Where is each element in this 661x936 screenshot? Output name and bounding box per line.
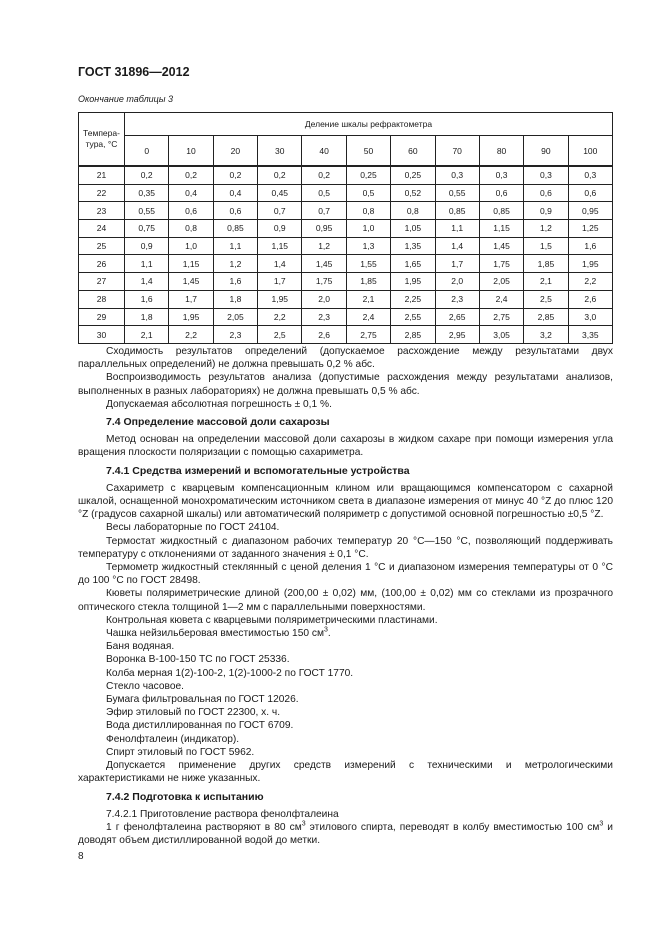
table-row [79, 202, 613, 220]
correction-value-cell: 0,45 [258, 184, 302, 202]
column-header: 50 [346, 136, 390, 167]
correction-value-cell: 1,2 [213, 255, 257, 273]
correction-value-cell: 1,1 [213, 237, 257, 255]
scale-division-group-header: Деление шкалы рефрактометра [125, 113, 613, 136]
paragraph-scales: Весы лабораторные по ГОСТ 24104. [106, 522, 280, 534]
correction-value-cell: 2,2 [169, 326, 213, 344]
paragraph-alternatives: Допускается применение других средств измерений с техническими и метрологическими характеристиками не ниже указанных. [78, 760, 613, 785]
correction-value-cell: 1,6 [125, 290, 169, 308]
paragraph-watch-glass: Стекло часовое. [106, 680, 185, 692]
temperature-cell: 26 [79, 255, 125, 273]
correction-value-cell: 0,95 [302, 220, 346, 238]
paragraph-control-cuvette: Контрольная кювета с кварцевыми поляриметрическими пластинами. [106, 614, 438, 626]
correction-value-cell: 2,85 [391, 326, 435, 344]
paragraph-filter-paper: Бумага фильтровальная по ГОСТ 12026. [106, 694, 299, 706]
correction-value-cell: 1,45 [479, 237, 523, 255]
correction-value-cell: 1,6 [213, 273, 257, 291]
paragraph-distilled-water: Вода дистиллированная по ГОСТ 6709. [106, 720, 294, 732]
correction-value-cell: 0,6 [524, 184, 568, 202]
correction-value-cell: 0,5 [302, 184, 346, 202]
temperature-cell: 22 [79, 184, 125, 202]
paragraph-water-bath: Баня водяная. [106, 641, 175, 653]
correction-value-cell: 1,45 [302, 255, 346, 273]
refractometer-correction-table [78, 112, 613, 344]
correction-value-cell: 0,25 [391, 166, 435, 184]
column-header: 40 [302, 136, 346, 167]
table-row [79, 220, 613, 238]
table-body [79, 166, 613, 343]
correction-value-cell: 3,0 [568, 308, 612, 326]
paragraph-method: Метод основан на определении массовой доли сахарозы в жидком сахаре при помощи измерения угла вращения плоскости поляризации с помощью сахариметра. [78, 434, 613, 459]
correction-value-cell: 0,6 [568, 184, 612, 202]
correction-value-cell: 0,35 [125, 184, 169, 202]
paragraph-flask: Колба мерная 1(2)-100-2, 1(2)-1000-2 по ГОСТ 1770. [106, 667, 354, 679]
correction-value-cell: 2,1 [524, 273, 568, 291]
correction-value-cell: 2,5 [258, 326, 302, 344]
correction-value-cell: 1,8 [125, 308, 169, 326]
correction-value-cell: 1,0 [169, 237, 213, 255]
prep-superscript-2: 3 [599, 820, 604, 828]
temperature-cell: 23 [79, 202, 125, 220]
paragraph-ether: Эфир этиловый по ГОСТ 22300, х. ч. [106, 707, 281, 719]
section-heading-7-4-2: 7.4.2 Подготовка к испытанию [106, 790, 264, 803]
paragraph-reproducibility: Воспроизводимость результатов анализа (допустимые расхождения между результатами анализов, выполненных в разных лабораториях) не должна превышать 0,5 % абс. [78, 372, 613, 397]
table-row [79, 237, 613, 255]
correction-value-cell: 2,85 [524, 308, 568, 326]
correction-value-cell: 1,15 [169, 255, 213, 273]
correction-value-cell: 0,2 [258, 166, 302, 184]
correction-value-cell: 1,7 [435, 255, 479, 273]
correction-value-cell: 1,65 [391, 255, 435, 273]
column-header: 0 [125, 136, 169, 167]
correction-value-cell: 0,8 [346, 202, 390, 220]
correction-value-cell: 0,3 [568, 166, 612, 184]
correction-value-cell: 2,95 [435, 326, 479, 344]
correction-value-cell: 0,4 [213, 184, 257, 202]
correction-value-cell: 1,95 [391, 273, 435, 291]
document-header: ГОСТ 31896—2012 [78, 65, 190, 79]
correction-value-cell: 1,95 [169, 308, 213, 326]
paragraph-cuvettes: Кюветы поляриметрические длиной (200,00 ± 0,02) мм, (100,00 ± 0,02) мм со стеклами из прозрачного оптического стекла толщиной 1—2 мм с параллельными поверхностями. [78, 588, 613, 613]
correction-value-cell: 1,45 [169, 273, 213, 291]
correction-value-cell: 1,55 [346, 255, 390, 273]
correction-value-cell: 0,8 [391, 202, 435, 220]
correction-value-cell: 1,15 [479, 220, 523, 238]
correction-value-cell: 1,15 [258, 237, 302, 255]
correction-value-cell: 2,75 [346, 326, 390, 344]
correction-value-cell: 0,3 [479, 166, 523, 184]
correction-value-cell: 0,95 [568, 202, 612, 220]
cup-end: . [327, 628, 331, 640]
correction-value-cell: 0,3 [524, 166, 568, 184]
correction-value-cell: 0,55 [435, 184, 479, 202]
temperature-cell: 21 [79, 166, 125, 184]
correction-value-cell: 0,55 [125, 202, 169, 220]
correction-value-cell: 1,0 [346, 220, 390, 238]
correction-value-cell: 2,6 [568, 290, 612, 308]
correction-value-cell: 2,5 [524, 290, 568, 308]
correction-value-cell: 1,75 [479, 255, 523, 273]
correction-value-cell: 2,55 [391, 308, 435, 326]
paragraph-saccharimeter: Сахариметр с кварцевым компенсационным клином или вращающимся компенсатором с сахарной шкалой, оснащенной монохроматическим источником света в диапазоне измерения от минус 40 °Z до плюс 120 °Z (градусов сахарной шкалы) или автоматический поляриметр с допустимой основной погрешностью ±0,5 °Z. [78, 482, 613, 521]
correction-value-cell: 1,4 [125, 273, 169, 291]
correction-value-cell: 1,1 [435, 220, 479, 238]
correction-value-cell: 3,2 [524, 326, 568, 344]
correction-value-cell: 1,85 [346, 273, 390, 291]
correction-value-cell: 0,6 [479, 184, 523, 202]
column-header-row [79, 136, 613, 167]
cup-superscript: 3 [323, 626, 328, 634]
correction-value-cell: 0,6 [213, 202, 257, 220]
paragraph-phenolphthalein: Фенолфталеин (индикатор). [106, 733, 240, 745]
correction-value-cell: 0,5 [346, 184, 390, 202]
table-row [79, 308, 613, 326]
correction-value-cell: 0,52 [391, 184, 435, 202]
correction-value-cell: 2,2 [568, 273, 612, 291]
column-header: 10 [169, 136, 213, 167]
correction-value-cell: 0,7 [258, 202, 302, 220]
correction-value-cell: 0,75 [125, 220, 169, 238]
correction-value-cell: 1,35 [391, 237, 435, 255]
column-header: 60 [391, 136, 435, 167]
correction-value-cell: 0,2 [125, 166, 169, 184]
correction-value-cell: 1,4 [435, 237, 479, 255]
correction-value-cell: 0,9 [258, 220, 302, 238]
correction-value-cell: 0,8 [169, 220, 213, 238]
correction-value-cell: 3,35 [568, 326, 612, 344]
table-caption: Окончание таблицы 3 [78, 94, 173, 104]
correction-value-cell: 2,4 [346, 308, 390, 326]
correction-value-cell: 0,85 [213, 220, 257, 238]
column-header: 20 [213, 136, 257, 167]
correction-value-cell: 3,05 [479, 326, 523, 344]
paragraph-7-4-2-1: 7.4.2.1 Приготовление раствора фенолфталеина [106, 808, 339, 820]
correction-value-cell: 2,1 [346, 290, 390, 308]
paragraph-ethyl-alcohol: Спирт этиловый по ГОСТ 5962. [106, 746, 255, 758]
correction-value-cell: 2,25 [391, 290, 435, 308]
section-heading-7-4: 7.4 Определение массовой доли сахарозы [106, 416, 330, 429]
correction-value-cell: 2,05 [213, 308, 257, 326]
correction-value-cell: 1,2 [302, 237, 346, 255]
correction-value-cell: 0,9 [524, 202, 568, 220]
correction-value-cell: 0,2 [302, 166, 346, 184]
column-header: 30 [258, 136, 302, 167]
correction-value-cell: 2,0 [435, 273, 479, 291]
correction-value-cell: 0,85 [479, 202, 523, 220]
paragraph-thermostat: Термостат жидкостный с диапазоном рабочих температур 20 °С—150 °С, позволяющий поддерживать температуру с отклонениями от заданного значения ± 0,1 °С. [78, 535, 613, 560]
paragraph-cup [78, 627, 613, 640]
correction-value-cell: 1,85 [524, 255, 568, 273]
cup-text: Чашка нейзильберовая вместимостью 150 см [106, 628, 324, 640]
column-header: 90 [524, 136, 568, 167]
correction-value-cell: 0,25 [346, 166, 390, 184]
temperature-cell: 29 [79, 308, 125, 326]
correction-value-cell: 0,6 [169, 202, 213, 220]
paragraph-error: Допускаемая абсолютная погрешность ± 0,1 %. [106, 398, 332, 410]
correction-value-cell: 2,05 [479, 273, 523, 291]
correction-value-cell: 1,2 [524, 220, 568, 238]
table-row [79, 166, 613, 184]
table-row [79, 290, 613, 308]
correction-value-cell: 0,2 [213, 166, 257, 184]
paragraph-thermometer: Термометр жидкостный стеклянный с ценой деления 1 °С и диапазоном измерения температуры от 0 °С до 100 °С по ГОСТ 28498. [78, 562, 613, 587]
correction-value-cell: 2,3 [213, 326, 257, 344]
correction-value-cell: 1,6 [568, 237, 612, 255]
prep-text-b: этилового спирта, переводят в колбу вместимостью 100 см [305, 821, 600, 833]
column-header: 70 [435, 136, 479, 167]
temperature-cell: 27 [79, 273, 125, 291]
correction-value-cell: 2,65 [435, 308, 479, 326]
correction-value-cell: 1,1 [125, 255, 169, 273]
correction-value-cell: 0,3 [435, 166, 479, 184]
correction-value-cell: 2,3 [302, 308, 346, 326]
correction-value-cell: 2,75 [479, 308, 523, 326]
correction-value-cell: 1,7 [258, 273, 302, 291]
table-row [79, 326, 613, 344]
paragraph-convergence: Сходимость результатов определений (допускаемое расхождение между результатами двух параллельных определений) не должна превышать 0,2 % абс. [78, 346, 613, 371]
page-number: 8 [78, 851, 84, 862]
correction-value-cell: 2,3 [435, 290, 479, 308]
paragraph-phenolphthalein-prep [78, 821, 613, 847]
document-body [78, 345, 613, 847]
prep-superscript-1: 3 [301, 820, 306, 828]
temperature-cell: 25 [79, 237, 125, 255]
paragraph-funnel: Воронка В-100-150 ТС по ГОСТ 25336. [106, 654, 290, 666]
table-row [79, 255, 613, 273]
correction-value-cell: 0,4 [169, 184, 213, 202]
temperature-cell: 30 [79, 326, 125, 344]
correction-value-cell: 1,95 [258, 290, 302, 308]
correction-value-cell: 0,7 [302, 202, 346, 220]
correction-value-cell: 1,3 [346, 237, 390, 255]
temperature-column-header: Темпера-тура, °С [79, 113, 125, 167]
section-heading-7-4-1: 7.4.1 Средства измерений и вспомогательные устройства [106, 464, 410, 477]
correction-value-cell: 1,75 [302, 273, 346, 291]
prep-text-a: 1 г фенолфталеина растворяют в 80 см [106, 821, 302, 833]
correction-value-cell: 1,95 [568, 255, 612, 273]
correction-value-cell: 2,2 [258, 308, 302, 326]
correction-value-cell: 2,4 [479, 290, 523, 308]
correction-value-cell: 1,7 [169, 290, 213, 308]
column-header: 100 [568, 136, 612, 167]
correction-value-cell: 1,5 [524, 237, 568, 255]
temperature-cell: 24 [79, 220, 125, 238]
correction-value-cell: 1,05 [391, 220, 435, 238]
temperature-cell: 28 [79, 290, 125, 308]
table-row [79, 273, 613, 291]
prep-text-c: и доводят объем дистиллированной водой до метки. [78, 821, 613, 847]
correction-value-cell: 2,1 [125, 326, 169, 344]
correction-value-cell: 0,2 [169, 166, 213, 184]
column-header: 80 [479, 136, 523, 167]
correction-value-cell: 2,0 [302, 290, 346, 308]
correction-value-cell: 1,25 [568, 220, 612, 238]
correction-value-cell: 0,9 [125, 237, 169, 255]
correction-value-cell: 2,6 [302, 326, 346, 344]
correction-value-cell: 0,85 [435, 202, 479, 220]
table-row [79, 184, 613, 202]
correction-value-cell: 1,4 [258, 255, 302, 273]
correction-value-cell: 1,8 [213, 290, 257, 308]
